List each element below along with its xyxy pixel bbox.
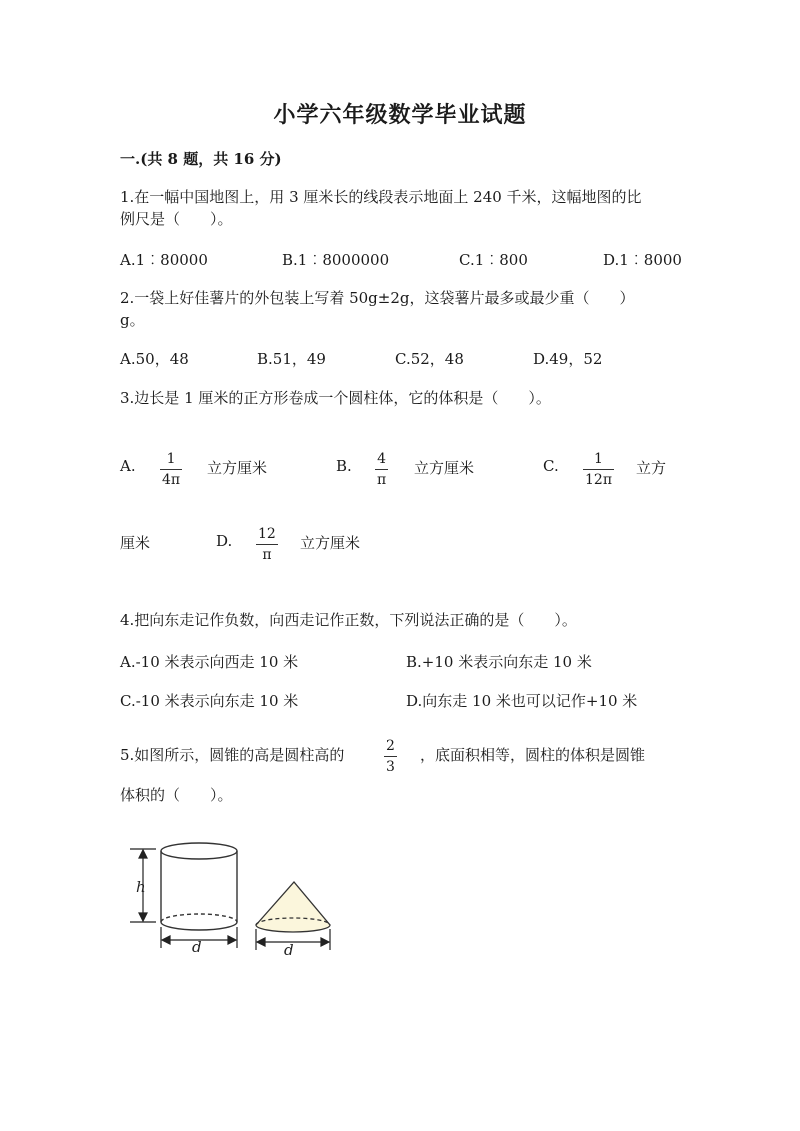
fraction-numerator: 1 — [166, 451, 176, 467]
q3-option-d-fraction — [256, 526, 278, 563]
fraction-bar — [160, 469, 182, 470]
q3-option-d-label: D. — [216, 532, 233, 550]
q3-text: 3.边长是 1 厘米的正方形卷成一个圆柱体，它的体积是（ ）。 — [120, 389, 551, 407]
q5-text-part1: 5.如图所示，圆锥的高是圆柱高的 — [120, 746, 345, 764]
section-header: 一.(共 8 题，共 16 分) — [120, 150, 282, 168]
fraction-bar — [583, 469, 614, 470]
q4-option-a: A.-10 米表示向西走 10 米 — [120, 653, 299, 671]
cone-shape — [256, 882, 330, 932]
fraction-numerator: 4 — [377, 451, 387, 467]
q3-option-a-unit: 立方厘米 — [207, 459, 268, 477]
q2-option-b: B.51，49 — [257, 350, 326, 368]
q3-option-c-unit-wrap: 厘米 — [120, 534, 151, 552]
fraction-denominator: π — [377, 472, 387, 488]
q1-option-c: C.1︰800 — [459, 251, 528, 269]
q3-option-d-unit: 立方厘米 — [300, 534, 361, 552]
q5-text-part2: ，底面积相等，圆柱的体积是圆锥 — [420, 746, 646, 764]
q3-option-a-label: A. — [120, 457, 136, 475]
q4-option-b: B.+10 米表示向东走 10 米 — [406, 653, 592, 671]
q3-option-b-fraction — [375, 451, 388, 488]
fraction-numerator: 2 — [386, 738, 395, 754]
q2-text-line2: g。 — [120, 311, 145, 329]
q4-text: 4.把向东走记作负数，向西走记作正数，下列说法正确的是（ ）。 — [120, 611, 577, 629]
q3-option-c-fraction — [583, 451, 614, 488]
fraction-denominator: 3 — [386, 759, 395, 775]
fraction-numerator: 12 — [258, 526, 276, 542]
q5-text-line2: 体积的（ ）。 — [120, 786, 233, 804]
fraction-bar — [256, 544, 278, 545]
q1-option-a: A.1︰80000 — [120, 251, 208, 269]
q3-option-b-label: B. — [336, 457, 352, 475]
fraction-bar — [384, 756, 397, 757]
cylinder-shape — [161, 843, 237, 930]
q5-fraction — [384, 738, 397, 775]
q1-option-d: D.1︰8000 — [603, 251, 682, 269]
cone-diameter-label: d — [284, 941, 294, 959]
cylinder-cone-figure — [118, 830, 348, 960]
fraction-denominator: 12π — [585, 472, 613, 488]
q3-option-a-fraction — [160, 451, 182, 488]
fraction-numerator: 1 — [594, 451, 603, 467]
q2-option-d: D.49，52 — [533, 350, 603, 368]
q1-text-line2: 例尺是（ ）。 — [120, 210, 233, 228]
q4-option-d: D.向东走 10 米也可以记作+10 米 — [406, 692, 638, 710]
q3-option-c-label: C. — [543, 457, 559, 475]
q2-option-a: A.50，48 — [120, 350, 189, 368]
cylinder-diameter-label: d — [192, 938, 202, 956]
q2-text-line1: 2.一袋上好佳薯片的外包装上写着 50g±2g，这袋薯片最多或最少重（ ） — [120, 289, 635, 307]
q2-option-c: C.52，48 — [395, 350, 464, 368]
fraction-bar — [375, 469, 388, 470]
height-label: h — [136, 878, 146, 896]
fraction-denominator: 4π — [162, 472, 181, 488]
q4-option-c: C.-10 米表示向东走 10 米 — [120, 692, 299, 710]
q3-option-b-unit: 立方厘米 — [414, 459, 475, 477]
q3-option-c-unit: 立方 — [636, 459, 667, 477]
q1-option-b: B.1︰8000000 — [282, 251, 390, 269]
page-title: 小学六年级数学毕业试题 — [273, 102, 527, 128]
fraction-denominator: π — [262, 547, 272, 563]
q1-text-line1: 1.在一幅中国地图上，用 3 厘米长的线段表示地面上 240 千米，这幅地图的比 — [120, 188, 642, 206]
